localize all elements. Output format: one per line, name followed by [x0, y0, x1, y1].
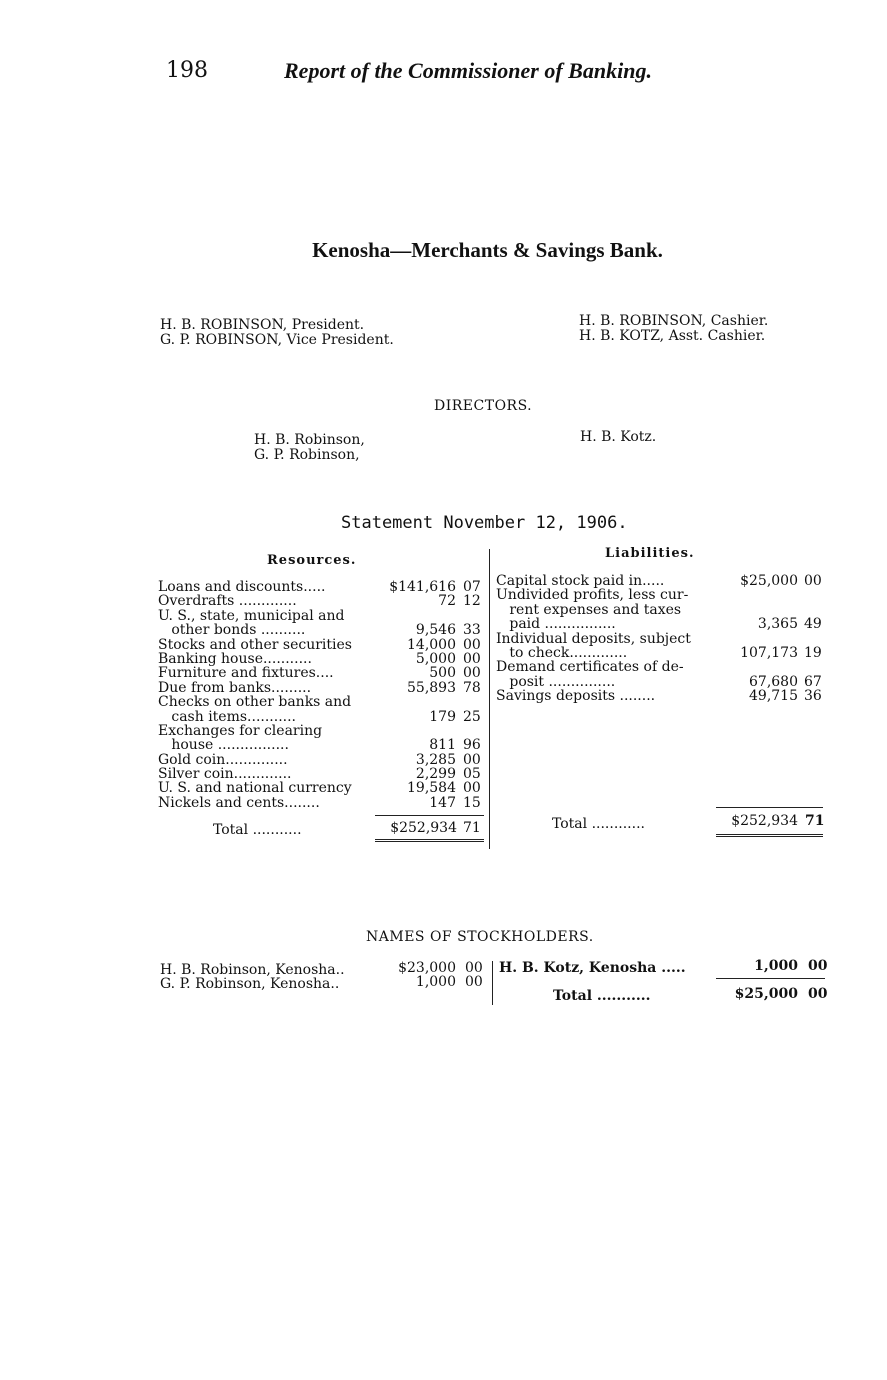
stockholder-cents: 00 [808, 958, 828, 974]
resources-label: Checks on other banks and [158, 694, 352, 711]
resources-cents: 05 [463, 766, 481, 783]
bank-title: Kenosha—Merchants & Savings Bank. [312, 238, 663, 262]
liabilities-label: Demand certificates of de- [496, 659, 684, 676]
stockholders-total-rule [716, 978, 825, 979]
liabilities-total-label: Total ............ [552, 816, 645, 832]
resources-row [158, 724, 488, 738]
liabilities-cents: 19 [804, 644, 822, 661]
resources-list [158, 580, 488, 810]
resources-total-label: Total ........... [213, 822, 302, 838]
resources-row [158, 767, 488, 781]
resources-cents: 12 [463, 593, 481, 610]
liabilities-row [496, 660, 826, 674]
column-divider [489, 549, 490, 849]
liabilities-total-cents: 71 [805, 813, 825, 829]
liabilities-label: Savings deposits ........ [496, 688, 656, 705]
liabilities-row [496, 632, 826, 646]
director-name: G. P. Robinson, [254, 447, 360, 463]
resources-label: U. S., state, municipal and [158, 607, 345, 624]
resources-label: Exchanges for clearing [158, 722, 323, 739]
resources-label: other bonds .......... [158, 622, 306, 639]
resources-dollars: 19,584 [407, 780, 456, 797]
stockholders-total-cents: 00 [808, 986, 828, 1002]
resources-row [158, 580, 488, 594]
director-name: H. B. Robinson, [254, 432, 365, 448]
stockholder-name: G. P. Robinson, Kenosha.. [160, 976, 340, 992]
resources-heading: Resources. [267, 553, 357, 568]
resources-dollars: 811 [429, 737, 456, 754]
liabilities-row [496, 675, 826, 689]
directors-heading: DIRECTORS. [434, 398, 533, 414]
liabilities-cents: 49 [804, 616, 822, 633]
officer-asst-cashier: H. B. KOTZ, Asst. Cashier. [579, 328, 766, 344]
resources-dollars: 9,546 [415, 622, 456, 639]
resources-label: Overdrafts ............. [158, 593, 297, 610]
liabilities-row [496, 574, 826, 588]
resources-row [158, 710, 488, 724]
liabilities-dollars: $25,000 [740, 573, 798, 589]
liabilities-label: rent expenses and taxes [496, 601, 682, 618]
resources-label: Silver coin............. [158, 766, 292, 783]
liabilities-row [496, 603, 826, 617]
resources-total-dollars: $252,934 [390, 820, 457, 836]
resources-label: Loans and discounts..... [158, 579, 326, 595]
page-number: 198 [166, 58, 208, 83]
resources-cents: 07 [463, 579, 481, 595]
resources-row [158, 796, 488, 810]
stockholder-name: H. B. Kotz, Kenosha ..... [499, 960, 686, 976]
resources-row [158, 753, 488, 767]
liabilities-label: posit ............... [496, 673, 616, 690]
stockholder-dollars: $23,000 [398, 960, 456, 976]
liabilities-label: Capital stock paid in..... [496, 573, 665, 589]
resources-row [158, 781, 488, 795]
resources-row [158, 738, 488, 752]
officer-president: H. B. ROBINSON, President. [160, 317, 365, 333]
director-name: H. B. Kotz. [580, 429, 657, 445]
resources-total-double-rule [375, 839, 484, 842]
liabilities-row [496, 588, 826, 602]
resources-row [158, 666, 488, 680]
resources-dollars: 5,000 [415, 650, 456, 667]
resources-cents: 00 [463, 780, 481, 797]
resources-label: Nickels and cents........ [158, 794, 320, 811]
resources-cents: 15 [463, 794, 481, 811]
running-title: Report of the Commissioner of Banking. [284, 58, 652, 83]
liabilities-label: Individual deposits, subject [496, 630, 691, 647]
resources-label: Furniture and fixtures.... [158, 665, 334, 682]
liabilities-list [496, 574, 826, 704]
liabilities-row [496, 689, 826, 703]
stockholders-divider [492, 961, 493, 1005]
liabilities-cents: 67 [804, 673, 822, 690]
resources-row [158, 594, 488, 608]
liabilities-label: paid ................ [496, 616, 616, 633]
liabilities-total-double-rule [716, 834, 823, 837]
resources-cents: 78 [463, 679, 481, 696]
resources-row [158, 609, 488, 623]
directors-left [254, 433, 365, 463]
liabilities-row [496, 617, 826, 631]
statement-title: Statement November 12, 1906. [341, 513, 628, 533]
resources-dollars: 500 [429, 665, 456, 682]
resources-dollars: $141,616 [389, 579, 456, 595]
resources-row [158, 638, 488, 652]
resources-dollars: 2,299 [415, 766, 456, 783]
resources-dollars: 55,893 [407, 679, 456, 696]
liabilities-heading: Liabilities. [605, 546, 695, 561]
liabilities-row [496, 646, 826, 660]
stockholders-heading: NAMES OF STOCKHOLDERS. [366, 929, 594, 945]
officer-vice-president: G. P. ROBINSON, Vice President. [160, 332, 394, 348]
liabilities-dollars: 107,173 [740, 644, 798, 661]
resources-cents: 00 [463, 650, 481, 667]
resources-label: Gold coin.............. [158, 751, 288, 768]
liabilities-label: Undivided profits, less cur- [496, 587, 689, 604]
liabilities-cents: 00 [804, 573, 822, 589]
resources-row [158, 681, 488, 695]
stockholders-total-label: Total ........... [553, 988, 651, 1004]
stockholders-total-dollars: $25,000 [734, 986, 798, 1002]
resources-cents: 00 [463, 751, 481, 768]
resources-label: Due from banks......... [158, 679, 312, 696]
resources-row [158, 623, 488, 637]
resources-dollars: 3,285 [415, 751, 456, 768]
resources-total-rule [375, 815, 484, 816]
directors-right [580, 430, 656, 445]
resources-label: cash items........... [158, 708, 296, 725]
resources-label: house ................ [158, 737, 289, 754]
stockholder-cents: 00 [465, 960, 483, 976]
liabilities-total-dollars: $252,934 [731, 813, 798, 829]
resources-cents: 00 [463, 636, 481, 653]
resources-cents: 96 [463, 737, 481, 754]
resources-cents: 25 [463, 708, 481, 725]
resources-dollars: 179 [429, 708, 456, 725]
resources-row [158, 652, 488, 666]
stockholder-dollars: 1,000 [754, 958, 798, 974]
officers-right [579, 314, 768, 344]
resources-dollars: 14,000 [407, 636, 456, 653]
liabilities-total-rule [716, 807, 823, 808]
liabilities-label: to check............. [496, 644, 628, 661]
officer-cashier: H. B. ROBINSON, Cashier. [579, 313, 769, 329]
liabilities-dollars: 67,680 [749, 673, 798, 690]
stockholder-cents: 00 [465, 974, 483, 990]
liabilities-dollars: 3,365 [757, 616, 798, 633]
officers-left [160, 318, 394, 348]
liabilities-dollars: 49,715 [749, 688, 798, 705]
resources-label: U. S. and national currency [158, 780, 352, 797]
resources-label: Banking house........... [158, 650, 312, 667]
resources-cents: 00 [463, 665, 481, 682]
resources-total-cents: 71 [463, 820, 481, 836]
resources-cents: 33 [463, 622, 481, 639]
liabilities-cents: 36 [804, 688, 822, 705]
stockholder-name: H. B. Robinson, Kenosha.. [160, 962, 345, 978]
resources-dollars: 72 [438, 593, 456, 610]
resources-label: Stocks and other securities [158, 636, 352, 653]
resources-row [158, 695, 488, 709]
resources-dollars: 147 [429, 794, 456, 811]
stockholder-dollars: 1,000 [415, 974, 456, 990]
